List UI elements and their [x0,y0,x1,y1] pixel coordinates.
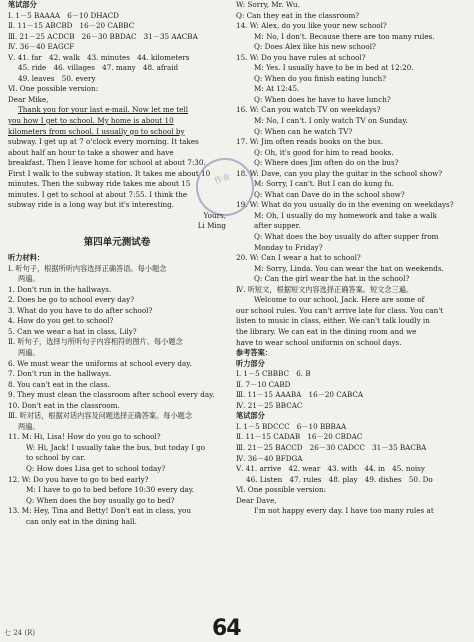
right-text-line: have to wear school uniforms on school days. [236,337,402,347]
left-text-line: Yours, [203,210,226,220]
right-text-line: Ⅱ. 11－15 CADAB 16－20 CBDAC [236,432,363,442]
left-text-line: 6. We must wear the uniforms at school every day. [8,358,192,368]
right-text-line: M: No, I don't. Because there are too many rules. [254,31,435,41]
right-text-line: 17. W: Jim often reads books on the bus. [236,137,384,147]
left-text-line: Ⅵ. One possible version: [8,84,99,94]
left-text-line: Thank you for your last e-mail. Now let me tell [18,105,188,115]
footer-code: 七 24 (R) [4,629,36,637]
right-text-line: Ⅳ. 21－25 BBCAC [236,400,303,410]
right-text-line: 听力部分 [236,358,265,368]
left-text-line: W: Hi, Jack! I usually take the bus, but today I go [26,442,206,452]
left-text-line: subway ride is a long way but it's interesting. [8,200,175,210]
right-text-line: M: Sorry, I can't. But I can do kung fu. [254,179,395,189]
left-text-line: 8. You can't eat in the class. [8,379,110,389]
right-column [236,0,468,517]
left-text-line: 13. M: Hey, Tina and Betty! Don't eat in class, you [8,506,191,516]
left-column [8,0,226,527]
left-text-line: 9. They must clean the classroom after school every day. [8,390,215,400]
left-text-line: 3. What do you have to do after school? [8,305,153,315]
left-text-line: 两遍。 [18,421,40,431]
right-text-line: the library. We can eat in the dining room and we [236,326,417,336]
left-text-line: 12. W: Do you have to go to bed early? [8,474,149,484]
left-text-line: 听力材料： [8,253,44,263]
left-text-line: 4. How do you get to school? [8,316,114,326]
left-text-line: 45. ride 46. villages 47. many 48. afraid [18,63,179,73]
left-text-line: Ⅱ. 听句子，选择与所听句子内容相符的图片。每小题念 [8,337,183,347]
right-text-line: M: Oh, I usually do my homework and take a walk [254,210,437,220]
left-text-line: 第四单元测试卷 [83,237,151,249]
left-text-line: Q: How does Lisa get to school today? [26,463,166,473]
left-text-line: breakfast. Then I leave home for school at about 7:30. [8,158,206,168]
left-text-line: M: I have to go to bed before 10:30 every day. [26,485,195,495]
right-text-line: Ⅲ. 21－25 BACCD 26－30 CADCC 31－35 BACBA [236,442,427,452]
right-text-line: M: At 12:45. [254,84,300,94]
left-text-line: 笔试部分 [8,0,37,9]
right-text-line: Ⅱ. 7－10 CABD [236,379,291,389]
left-text-line: you how I get to school. My home is about 10 [8,116,174,126]
left-text-line: First I walk to the subway station. It takes me about 10 [8,168,211,178]
left-text-line: Ⅲ. 听对话，根据对话内容及问题选择正确答案。每小题念 [8,411,193,421]
right-text-line: W: Sorry, Mr. Wu. [236,0,300,9]
right-text-line: 参考答案： [236,348,272,358]
right-text-line: Ⅵ. One possible version: [236,485,327,495]
right-text-line: 20. W: Can I wear a hat to school? [236,253,361,263]
right-text-line: 14. W: Alex, do you like your new school? [236,21,387,31]
right-text-line: Q: What does the boy usually do after supper from [254,232,439,242]
left-text-line: Ⅰ. 听句子，根据所听内容选择正确答语。每小题念 [8,263,167,273]
left-text-line: kilometers from school. I usually go to school by [8,126,185,136]
page-number: 64 [212,616,241,641]
right-text-line: after supper. [254,221,301,231]
left-text-line: Ⅱ. 11－15 ABCBD 16－20 CABBC [8,21,135,31]
right-text-line: Q: Does Alex like his new school? [254,42,376,52]
left-text-line: 两遍。 [18,347,40,357]
left-text-line: Q: When does the boy usually go to bed? [26,495,175,505]
left-text-line: can only eat in the dining hall. [26,516,137,526]
right-text-line: Q: When can he watch TV? [254,126,353,136]
right-text-line: M: No, I can't. I only watch TV on Sunday. [254,116,408,126]
right-text-line: Monday to Friday? [254,242,323,252]
right-text-line: Ⅳ. 听短文，根据短文内容选择正确答案。短文念三遍。 [236,284,414,294]
right-text-line: 15. W: Do you have rules at school? [236,52,366,62]
right-text-line: I'm not happy every day. I have too many rules at [254,506,434,516]
right-text-line: our school rules. You can't arrive late for class. You can't [236,305,444,315]
left-text-line: minutes. Then the subway ride takes me about 15 [8,179,191,189]
right-text-line: 笔试部分 [236,411,265,421]
right-text-line: 18. W: Dave, can you play the guitar in the school show? [236,168,443,178]
right-text-line: Q: Oh, it's good for him to read books. [254,147,394,157]
right-text-line: M: Yes. I usually have to be in bed at 12:20. [254,63,414,73]
left-text-line: 两遍。 [18,274,40,284]
right-text-line: 19. W: What do you usually do in the evening on weekdays? [236,200,454,210]
left-text-line: Li Ming [197,221,226,231]
right-text-line: listen to music in class, either. We can't talk loudly in [236,316,430,326]
left-text-line: Ⅲ. 21－25 ACDCB 26－30 BBDAC 31－35 AACBA [8,31,198,41]
left-text-line: 49. leaves 50. every [18,73,96,83]
right-text-line: Ⅰ. 1－5 BDCCC 6－10 BBBAA [236,421,347,431]
left-text-line: subway. I get up at 7 o'clock every morning. It takes [8,137,199,147]
right-text-line: Dear Dave, [236,495,277,505]
right-text-line: Ⅳ. 36－40 BFDGA [236,453,303,463]
right-text-line: Q: When do you finish eating lunch? [254,73,386,83]
right-text-line: Q: Can the girl wear the hat in the school? [254,274,410,284]
left-text-line: 7. Don't run in the hallways. [8,369,112,379]
right-text-line: Ⅲ. 11－15 AAABA 16－20 CABCA [236,390,364,400]
left-text-line: about half an hour to take a shower and have [8,147,174,157]
right-text-line: Q: Can they eat in the classroom? [236,10,360,20]
right-text-line: 16. W: Can you watch TV on weekdays? [236,105,381,115]
right-text-line: Q: When does he have to have lunch? [254,94,391,104]
left-text-line: Ⅰ. 1－5 BAAAA 6－10 DHACD [8,10,119,20]
left-text-line: 2. Does he go to school every day? [8,295,135,305]
right-text-line: Q: Where does Jim often do on the bus? [254,158,399,168]
left-text-line: Ⅴ. 41. far 42. walk 43. minutes 44. kilometers [8,52,190,62]
right-text-line: Q: What can Dave do in the school show? [254,189,405,199]
right-text-line: Welcome to our school, Jack. Here are some of [254,295,425,305]
left-text-line: to school by car. [26,453,86,463]
right-text-line: Ⅰ. 1－5 CBBBC 6. B [236,369,311,379]
right-text-line: 46. Listen 47. rules 48. play 49. dishes 50. Do [246,474,433,484]
left-text-line: Dear Mike, [8,94,49,104]
left-text-line: 11. M: Hi, Lisa! How do you go to school? [8,432,161,442]
left-text-line: Ⅳ. 36－40 EAGCF [8,42,75,52]
right-text-line: Ⅴ. 41. arrive 42. wear 43. with 44. in 45. noisy [236,464,425,474]
left-text-line: 5. Can we wear a hat in class, Lily? [8,326,137,336]
right-text-line: M: Sorry, Linda. You can wear the hat on weekends. [254,263,444,273]
left-text-line: 10. Don't eat in the classroom. [8,400,120,410]
left-text-line: minutes. I get to school at about 7:55. I think the [8,189,188,199]
watermark-stamp: 作业 [188,150,261,223]
left-text-line: 1. Don't run in the hallways. [8,284,112,294]
